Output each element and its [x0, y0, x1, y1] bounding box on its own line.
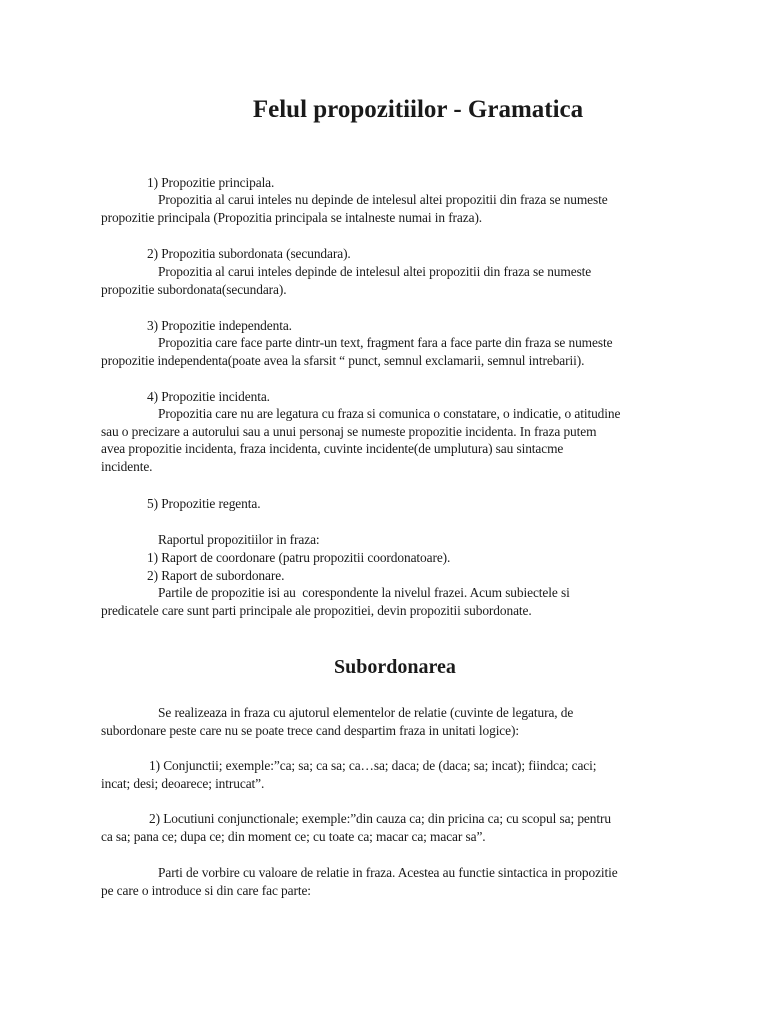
- raport-item-2: 2) Raport de subordonare.: [147, 568, 285, 583]
- raport-intro: Raportul propozitiilor in fraza:: [158, 532, 320, 547]
- subordonare-intro: Se realizeaza in fraza cu ajutorul elementelor de relatie (cuvinte de legatura, de subordonare peste care nu se poate trece cand despartim fraza in unitati logice):: [101, 705, 574, 738]
- section-body: Propozitia care nu are legatura cu fraza si comunica o constatare, o indicatie, o atitudine sau o precizare a autorului sau a unui personaj se numeste propozitie incidenta. In fraza putem avea propozitie incidenta, fraza incidenta, cuvinte incidente(de umplutura) sau sintacme incidente.: [101, 406, 621, 474]
- section-heading: 5) Propozitie regenta.: [147, 496, 261, 511]
- section-heading: 4) Propozitie incidenta.: [147, 389, 270, 404]
- section-body: Propozitia al carui inteles depinde de intelesul altei propozitii din fraza se numeste propozitie subordonata(secundara).: [101, 264, 592, 297]
- section-body: Propozitia care face parte dintr-un text, fragment fara a face parte din fraza se numeste propozitie independenta(poate avea la sfarsit “ punct, semnul exclamarii, semnul intrebarii).: [101, 335, 613, 368]
- page-title: Felul propozitiilor - Gramatica: [252, 96, 584, 123]
- parti-paragraph: Parti de vorbire cu valoare de relatie in fraza. Acestea au functie sintactica in propozitie pe care o introduce si din care fac parte:: [101, 865, 618, 898]
- locutiuni-paragraph: 2) Locutiuni conjunctionale; exemple:”din cauza ca; din pricina ca; cu scopul sa; pentru ca sa; pana ce; dupa ce; din moment ce; cu toate ca; macar ca; macar sa”.: [101, 811, 611, 844]
- section-body: Propozitia al carui inteles nu depinde de intelesul altei propozitii din fraza se numeste propozitie principala (Propozitia principala se intalneste numai in fraza).: [101, 192, 608, 225]
- raport-item-1: 1) Raport de coordonare (patru propozitii coordonatoare).: [147, 550, 451, 565]
- conjunctii-paragraph: 1) Conjunctii; exemple:”ca; sa; ca sa; ca…sa; daca; de (daca; sa; incat); fiindca; caci; incat; desi; deoarece; intrucat”.: [101, 758, 597, 791]
- section-subtitle: Subordonarea: [334, 656, 456, 678]
- section-heading: 3) Propozitie independenta.: [147, 318, 292, 333]
- section-heading: 2) Propozitia subordonata (secundara).: [147, 246, 351, 261]
- raport-body: Partile de propozitie isi au corespondente la nivelul frazei. Acum subiectele si predicatele care sunt parti principale ale propozitiei, devin propozitii subordonate.: [101, 585, 570, 618]
- section-heading: 1) Propozitie principala.: [147, 175, 275, 190]
